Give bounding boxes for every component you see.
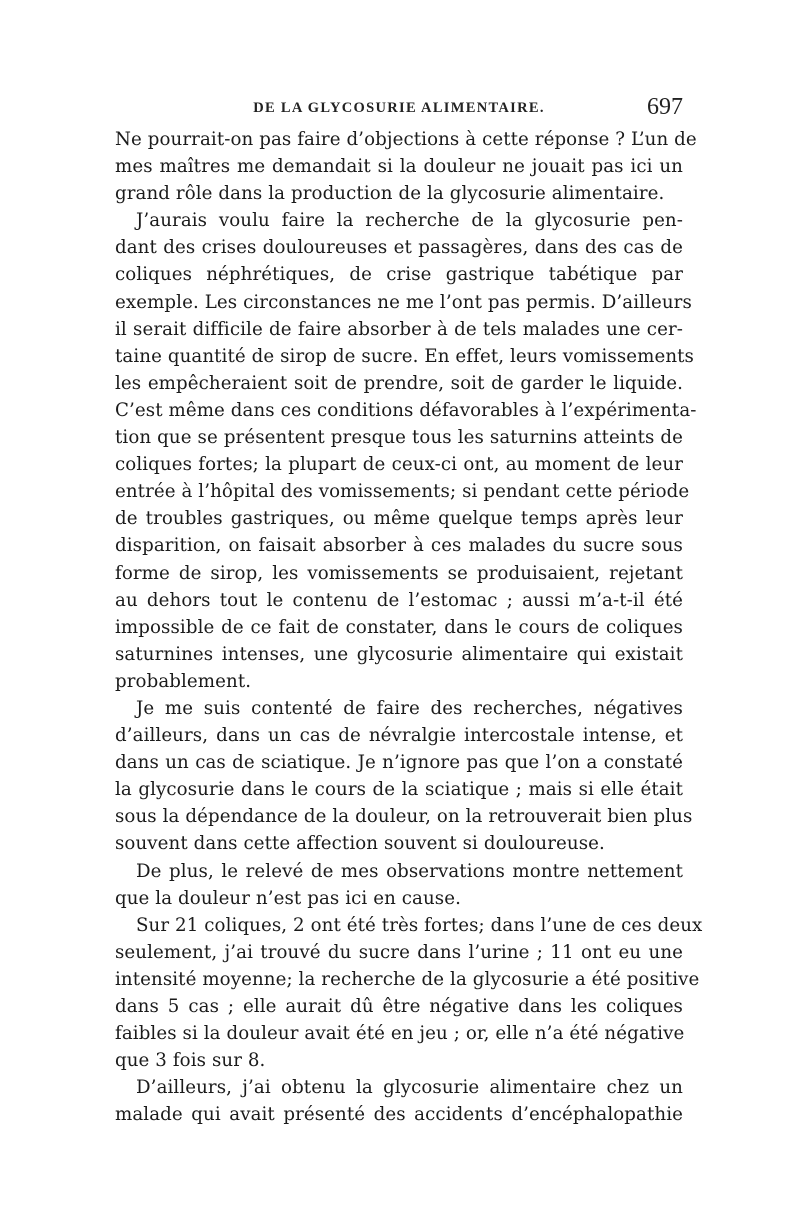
text-line: forme de sirop, les vomissements se produisaient, rejetant bbox=[115, 562, 683, 584]
text-line: de troubles gastriques, ou même quelque temps après leur bbox=[115, 508, 683, 530]
text-line: probablement. bbox=[115, 670, 252, 692]
text-line: D’ailleurs, j’ai obtenu la glycosurie alimentaire chez un bbox=[136, 1077, 683, 1099]
text-line: dans un cas de sciatique. Je n’ignore pas que l’on a constaté bbox=[115, 752, 683, 774]
text-line: exemple. Les circonstances ne me l’ont pas permis. D’ailleurs bbox=[115, 291, 692, 313]
text-line: impossible de ce fait de constater, dans le cours de coliques bbox=[115, 616, 683, 638]
text-line: tion que se présentent presque tous les saturnins atteints de bbox=[115, 427, 683, 449]
text-line: coliques néphrétiques, de crise gastrique tabétique par bbox=[115, 264, 683, 286]
text-line: mes maîtres me demandait si la douleur ne jouait pas ici un bbox=[115, 156, 683, 178]
text-line: coliques fortes; la plupart de ceux-ci ont, au moment de leur bbox=[115, 454, 683, 476]
body-text bbox=[115, 126, 703, 1128]
text-line: il serait difficile de faire absorber à de tels malades une cer- bbox=[115, 318, 683, 340]
text-line: la glycosurie dans le cours de la sciatique ; mais si elle était bbox=[115, 779, 683, 801]
running-title: DE LA GLYCOSURIE ALIMENTAIRE. bbox=[253, 100, 545, 116]
text-line: De plus, le relevé de mes observations montre nettement bbox=[136, 860, 683, 882]
text-line: seulement, j’ai trouvé du sucre dans l’urine ; 11 ont eu une bbox=[115, 941, 683, 963]
running-header bbox=[115, 94, 683, 122]
text-line: faibles si la douleur avait été en jeu ; or, elle n’a été négative bbox=[115, 1023, 685, 1045]
text-line: sous la dépendance de la douleur, on la retrouverait bien plus bbox=[115, 806, 693, 828]
text-line: Ne pourrait-on pas faire d’objections à cette réponse ? L’un de bbox=[115, 129, 697, 150]
text-line: d’ailleurs, dans un cas de névralgie intercostale intense, et bbox=[115, 725, 683, 747]
page-number: 697 bbox=[647, 94, 683, 120]
text-line: taine quantité de sirop de sucre. En effet, leurs vomissements bbox=[115, 345, 694, 367]
text-line: grand rôle dans la production de la glycosurie alimentaire. bbox=[115, 183, 665, 205]
text-line: souvent dans cette affection souvent si douloureuse. bbox=[115, 833, 605, 855]
text-line: que la douleur n’est pas ici en cause. bbox=[115, 887, 461, 909]
text-line: dans 5 cas ; elle aurait dû être négative dans les coliques bbox=[115, 996, 683, 1017]
text-line: malade qui avait présenté des accidents d’encéphalopathie bbox=[115, 1104, 683, 1126]
text-line: Sur 21 coliques, 2 ont été très fortes; dans l’une de ces deux bbox=[136, 914, 703, 936]
text-line: disparition, on faisait absorber à ces malades du sucre sous bbox=[115, 535, 683, 557]
text-line: entrée à l’hôpital des vomissements; si pendant cette période bbox=[115, 481, 690, 503]
text-line: C’est même dans ces conditions défavorables à l’expérimenta- bbox=[115, 399, 697, 421]
text-line: Je me suis contenté de faire des recherches, négatives bbox=[136, 697, 683, 719]
text-line: dant des crises douloureuses et passagères, dans des cas de bbox=[115, 237, 683, 259]
text-line: les empêcheraient soit de prendre, soit de garder le liquide. bbox=[115, 372, 683, 394]
text-line: au dehors tout le contenu de l’estomac ; aussi m’a-t-il été bbox=[115, 589, 683, 611]
text-line: intensité moyenne; la recherche de la glycosurie a été positive bbox=[115, 968, 700, 990]
text-line: que 3 fois sur 8. bbox=[115, 1050, 266, 1072]
text-line: J’aurais voulu faire la recherche de la glycosurie pen- bbox=[136, 210, 683, 232]
text-line: saturnines intenses, une glycosurie alimentaire qui existait bbox=[115, 643, 683, 665]
